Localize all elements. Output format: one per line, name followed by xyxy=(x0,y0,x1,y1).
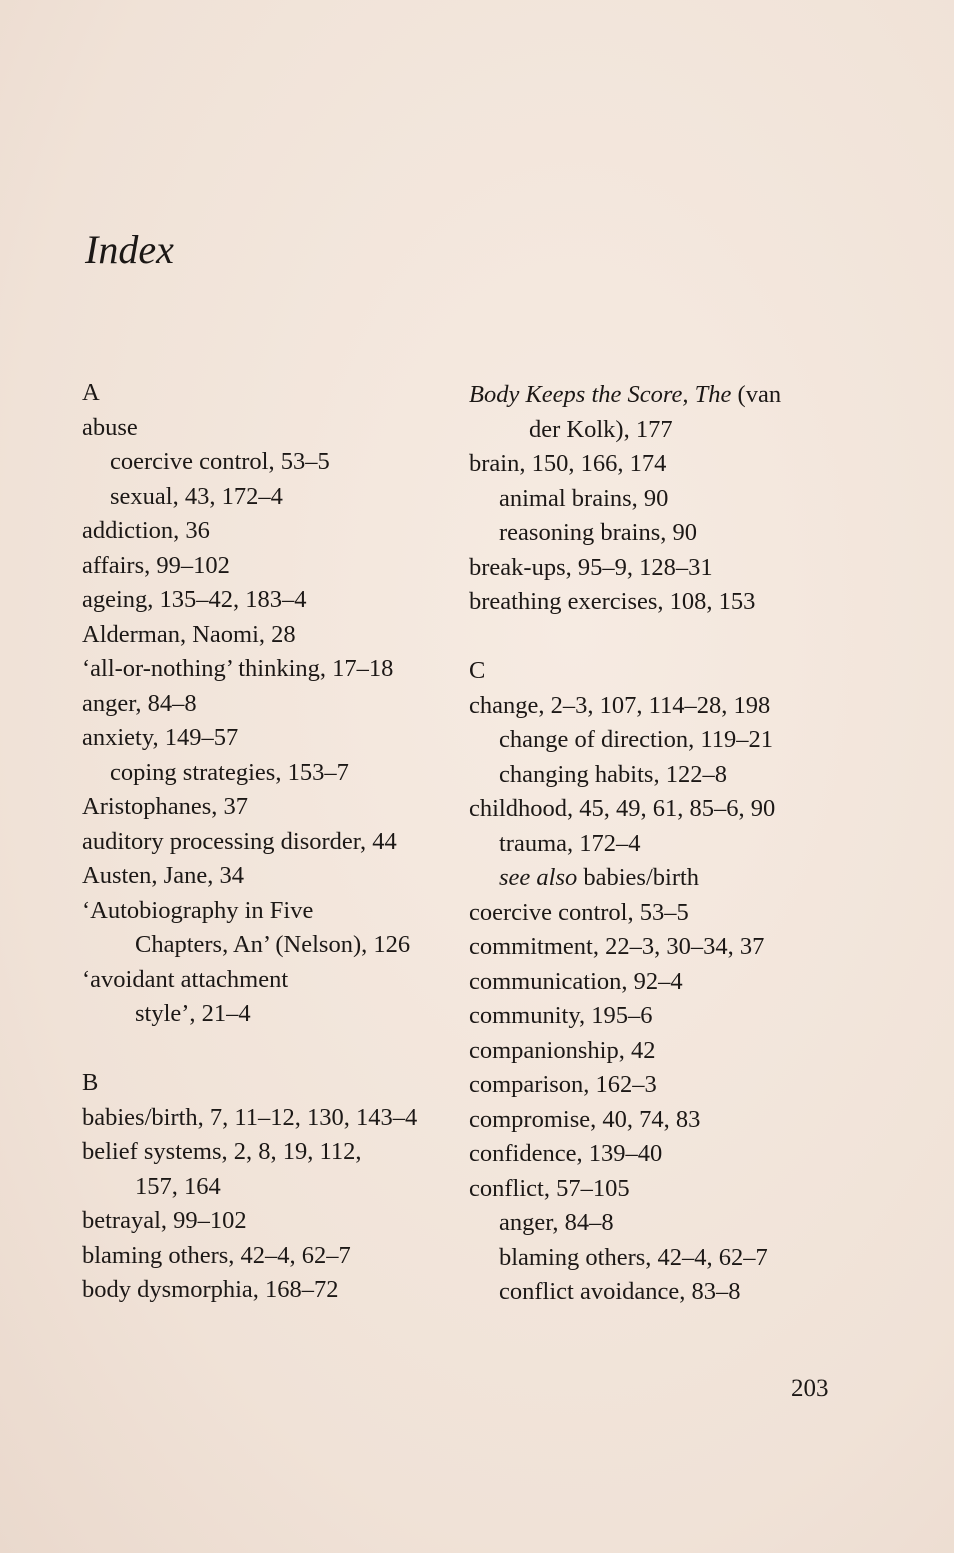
index-entry xyxy=(82,790,417,825)
index-entry xyxy=(469,930,781,965)
entry-text: trauma, 172–4 xyxy=(499,829,641,857)
entry-text: childhood, 45, 49, 61, 85–6, 90 xyxy=(469,795,776,822)
index-subentry xyxy=(469,861,781,896)
entry-text: comparison, 162–3 xyxy=(469,1071,657,1098)
index-subentry xyxy=(82,756,417,791)
index-subentry xyxy=(469,758,781,793)
entry-text: sexual, 43, 172–4 xyxy=(110,482,283,510)
entry-text: affairs, 99–102 xyxy=(82,551,230,579)
index-subentry xyxy=(469,482,781,517)
index-entry xyxy=(82,652,417,687)
entry-text: Alderman, Naomi, 28 xyxy=(82,620,296,648)
index-entry xyxy=(82,1273,417,1308)
index-letter-heading xyxy=(82,1066,417,1101)
index-entry xyxy=(469,1103,781,1138)
index-entry xyxy=(82,825,417,860)
index-subentry xyxy=(469,516,781,551)
entry-text: commitment, 22–3, 30–34, 37 xyxy=(469,933,765,960)
index-entry xyxy=(82,411,417,446)
entry-text: (van xyxy=(731,381,782,408)
entry-text: anger, 84–8 xyxy=(499,1209,614,1236)
entry-text: coercive control, 53–5 xyxy=(469,898,689,926)
index-column-right xyxy=(469,378,781,1310)
entry-text: ‘Autobiography in Five xyxy=(82,896,314,924)
index-entry xyxy=(469,378,781,413)
section-gap xyxy=(82,1032,417,1067)
entry-text: C xyxy=(469,657,486,684)
entry-text: ageing, 135–42, 183–4 xyxy=(82,586,307,613)
entry-text: der Kolk), 177 xyxy=(529,415,673,443)
entry-text: A xyxy=(82,379,100,406)
entry-text: anxiety, 149–57 xyxy=(82,724,239,751)
entry-text: reasoning brains, 90 xyxy=(499,519,697,546)
index-column-left xyxy=(82,376,417,1308)
index-entry xyxy=(82,583,417,618)
index-entry xyxy=(82,997,417,1032)
page-title: Index xyxy=(85,227,174,272)
page-number: 203 xyxy=(791,1375,829,1402)
entry-text: coping strategies, 153–7 xyxy=(110,758,349,786)
index-subentry xyxy=(469,1241,781,1276)
entry-text: brain, 150, 166, 174 xyxy=(469,450,667,477)
index-entry xyxy=(469,1068,781,1103)
index-entry xyxy=(82,963,417,998)
section-gap xyxy=(469,620,781,655)
index-entry xyxy=(82,618,417,653)
index-subentry xyxy=(469,827,781,862)
index-entry xyxy=(82,928,417,963)
entry-text: babies/birth, 7, 11–12, 130, 143–4 xyxy=(82,1103,418,1131)
index-entry xyxy=(469,792,781,827)
index-subentry xyxy=(469,1206,781,1241)
index-subentry xyxy=(82,445,417,480)
entry-text: babies/birth xyxy=(577,864,700,891)
entry-text: abuse xyxy=(82,413,138,441)
entry-text: breathing exercises, 108, 153 xyxy=(469,588,756,615)
entry-text: changing habits, 122–8 xyxy=(499,760,727,788)
index-entry xyxy=(82,1101,417,1136)
entry-text: see also xyxy=(499,864,578,891)
index-letter-heading xyxy=(82,376,417,411)
index-subentry xyxy=(469,1275,781,1310)
index-entry xyxy=(469,1137,781,1172)
entry-text: Body Keeps the Score, The xyxy=(469,381,732,408)
entry-text: conflict avoidance, 83–8 xyxy=(499,1278,741,1305)
index-entry xyxy=(82,1135,417,1170)
entry-text: 157, 164 xyxy=(135,1172,221,1200)
entry-text: Chapters, An’ (Nelson), 126 xyxy=(135,931,411,958)
entry-text: addiction, 36 xyxy=(82,517,210,544)
entry-text: blaming others, 42–4, 62–7 xyxy=(82,1241,351,1269)
index-entry xyxy=(82,1204,417,1239)
entry-text: confidence, 139–40 xyxy=(469,1140,663,1167)
index-entry xyxy=(469,965,781,1000)
index-entry xyxy=(82,1170,417,1205)
entry-text: betrayal, 99–102 xyxy=(82,1207,247,1234)
index-entry xyxy=(82,1239,417,1274)
entry-text: companionship, 42 xyxy=(469,1036,656,1064)
entry-text: ‘all-or-nothing’ thinking, 17–18 xyxy=(82,655,394,682)
entry-text: B xyxy=(82,1069,99,1096)
index-letter-heading xyxy=(469,654,781,689)
entry-text: animal brains, 90 xyxy=(499,484,669,512)
entry-text: ‘avoidant attachment xyxy=(82,965,289,993)
index-entry xyxy=(82,859,417,894)
entry-text: break-ups, 95–9, 128–31 xyxy=(469,553,713,581)
index-entry xyxy=(469,689,781,724)
index-entry xyxy=(469,999,781,1034)
entry-text: anger, 84–8 xyxy=(82,689,197,717)
entry-text: auditory processing disorder, 44 xyxy=(82,827,397,855)
index-entry xyxy=(82,721,417,756)
index-entry xyxy=(469,1034,781,1069)
entry-text: style’, 21–4 xyxy=(135,1000,251,1027)
index-entry xyxy=(82,514,417,549)
index-entry xyxy=(82,549,417,584)
index-entry xyxy=(469,1172,781,1207)
entry-text: Austen, Jane, 34 xyxy=(82,862,244,889)
entry-text: blaming others, 42–4, 62–7 xyxy=(499,1243,768,1271)
entry-text: compromise, 40, 74, 83 xyxy=(469,1105,701,1133)
index-entry xyxy=(469,896,781,931)
entry-text: coercive control, 53–5 xyxy=(110,448,330,475)
entry-text: community, 195–6 xyxy=(469,1002,653,1029)
index-entry xyxy=(469,585,781,620)
entry-text: body dysmorphia, 168–72 xyxy=(82,1276,339,1303)
index-entry xyxy=(469,447,781,482)
entry-text: change of direction, 119–21 xyxy=(499,726,773,753)
index-entry xyxy=(82,687,417,722)
index-entry xyxy=(469,413,781,448)
entry-text: belief systems, 2, 8, 19, 112, xyxy=(82,1138,362,1165)
index-entry xyxy=(469,551,781,586)
entry-text: conflict, 57–105 xyxy=(469,1174,630,1202)
index-subentry xyxy=(82,480,417,515)
index-subentry xyxy=(469,723,781,758)
index-entry xyxy=(82,894,417,929)
entry-text: change, 2–3, 107, 114–28, 198 xyxy=(469,691,771,719)
entry-text: communication, 92–4 xyxy=(469,967,683,995)
entry-text: Aristophanes, 37 xyxy=(82,793,249,820)
